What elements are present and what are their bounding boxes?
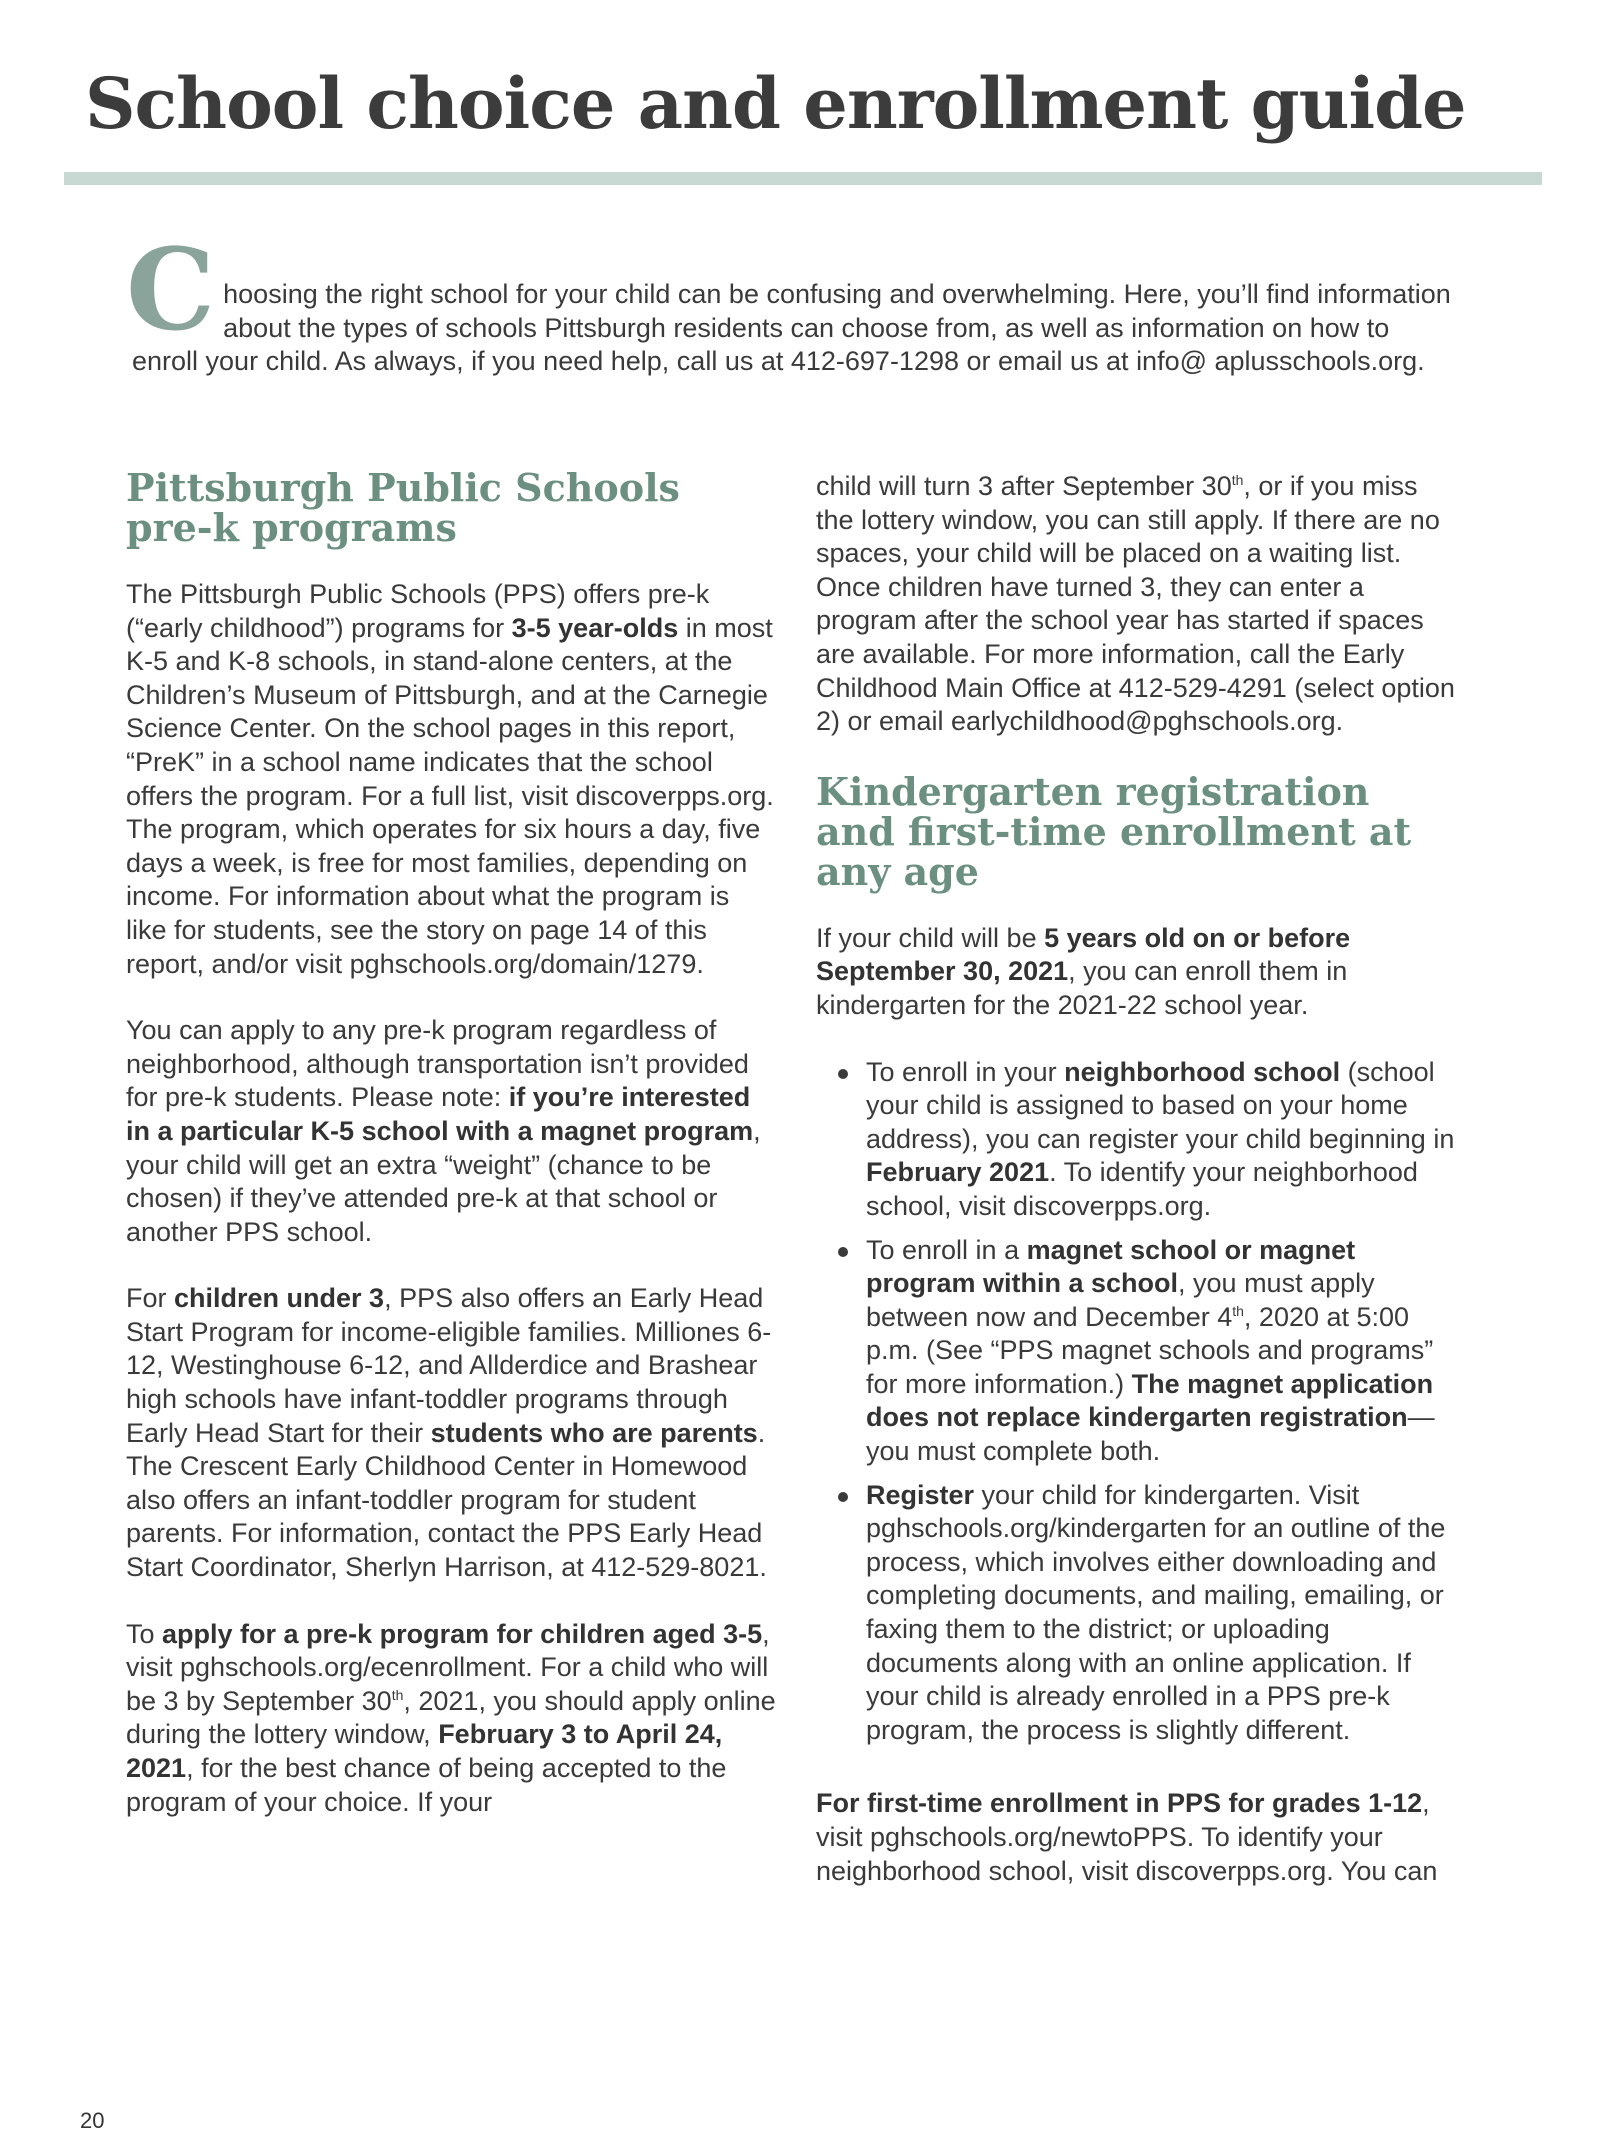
left-column [126,465,776,1852]
list-item: Register your child for kindergarten. Visit pghschools.org/kindergarten for an outline of the process, which involves either downloading and completing documents, and mailing, emailing, or faxing them to the district; or uploading documents along with an online application. If your child is already enrolled in a PPS pre-k program, the process is slightly different. [816,1479,1456,1748]
title-rule [64,172,1542,185]
kindergarten-paragraph-2: For first-time enrollment in PPS for grades 1-12, visit pghschools.org/newtoPPS. To identify your neighborhood school, visit discoverpps.org. You can [816,1788,1438,1886]
prek-paragraph-5: child will turn 3 after September 30th, or if you miss the lottery window, you can still apply. If there are no spaces, your child will be placed on a waiting list. Once children have turned 3, they can enter a program after the school year has started if spaces are available. For more information, call the Early Childhood Main Office at 412-529-4291 (select option 2) or email earlychildhood@pghschools.org. [816,471,1455,737]
page-number: 20 [80,2108,105,2133]
kindergarten-heading: Kindergarten registration and first-time enrollment at any age [816,768,1412,894]
page-title: School choice and enrollment guide [85,62,1466,145]
intro-paragraph [126,225,1452,379]
prek-paragraph-2: You can apply to any pre-k program regardless of neighborhood, although transportation isn’t provided for pre-k students. Please note: if you’re interested in a particular K-5 school with a magnet program, your child will get an extra “weight” (chance to be chosen) if they’ve attended pre-k at that school or another PPS school. [126,1015,761,1247]
drop-cap: C [126,225,216,356]
right-column [816,470,1456,1921]
intro-text: hoosing the right school for your child can be confusing and overwhelming. Here, you’ll find information about the types of schools Pittsburgh residents can choose from, as well as information on how to enroll your child. As always, if you need help, call us at 412-697-1298 or email us at info@ aplusschools.org. [132,279,1451,376]
list-item: To enroll in your neighborhood school (school your child is assigned to based on your home address), you can register your child beginning in February 2021. To identify your neighborhood school, visit discoverpps.org. [816,1056,1456,1224]
prek-paragraph-4: To apply for a pre-k program for children aged 3-5, visit pghschools.org/ecenrollment. For a child who will be 3 by September 30th, 2021, you should apply online during the lottery window, February 3 to April 24, 2021, for the best chance of being accepted to the program of your choice. If your [126,1618,776,1817]
list-item: To enroll in a magnet school or magnet program within a school, you must apply between now and December 4th, 2020 at 5:00 p.m. (See “PPS magnet schools and programs” for more information.) The magnet application does not replace kindergarten registration—you must complete both. [816,1234,1456,1469]
prek-heading: Pittsburgh Public Schools pre-k programs [126,465,680,550]
prek-paragraph-3: For children under 3, PPS also offers an Early Head Start Program for income-eligible families. Milliones 6-12, Westinghouse 6-12, and Allderdice and Brashear high schools have infant-toddler programs through Early Head Start for their students who are parents. The Crescent Early Childhood Center in Homewood also offers an infant-toddler program for student parents. For information, contact the PPS Early Head Start Coordinator, Sherlyn Harrison, at 412-529-8021. [126,1283,772,1583]
kindergarten-bullet-list [816,1056,1456,1748]
prek-paragraph-1: The Pittsburgh Public Schools (PPS) offers pre-k (“early childhood”) programs for 3-5 year-olds in most K-5 and K-8 schools, in stand-alone centers, at the Children’s Museum of Pittsburgh, and at the Carnegie Science Center. On the school pages in this report, “PreK” in a school name indicates that the school offers the program. For a full list, visit discoverpps.org. The program, which operates for six hours a day, five days a week, is free for most families, depending on income. For information about what the program is like for students, see the story on page 14 of this report, and/or visit pghschools.org/domain/1279. [126,579,774,979]
kindergarten-paragraph-1: If your child will be 5 years old on or before September 30, 2021, you can enroll them in kindergarten for the 2021-22 school year. [816,922,1351,1020]
